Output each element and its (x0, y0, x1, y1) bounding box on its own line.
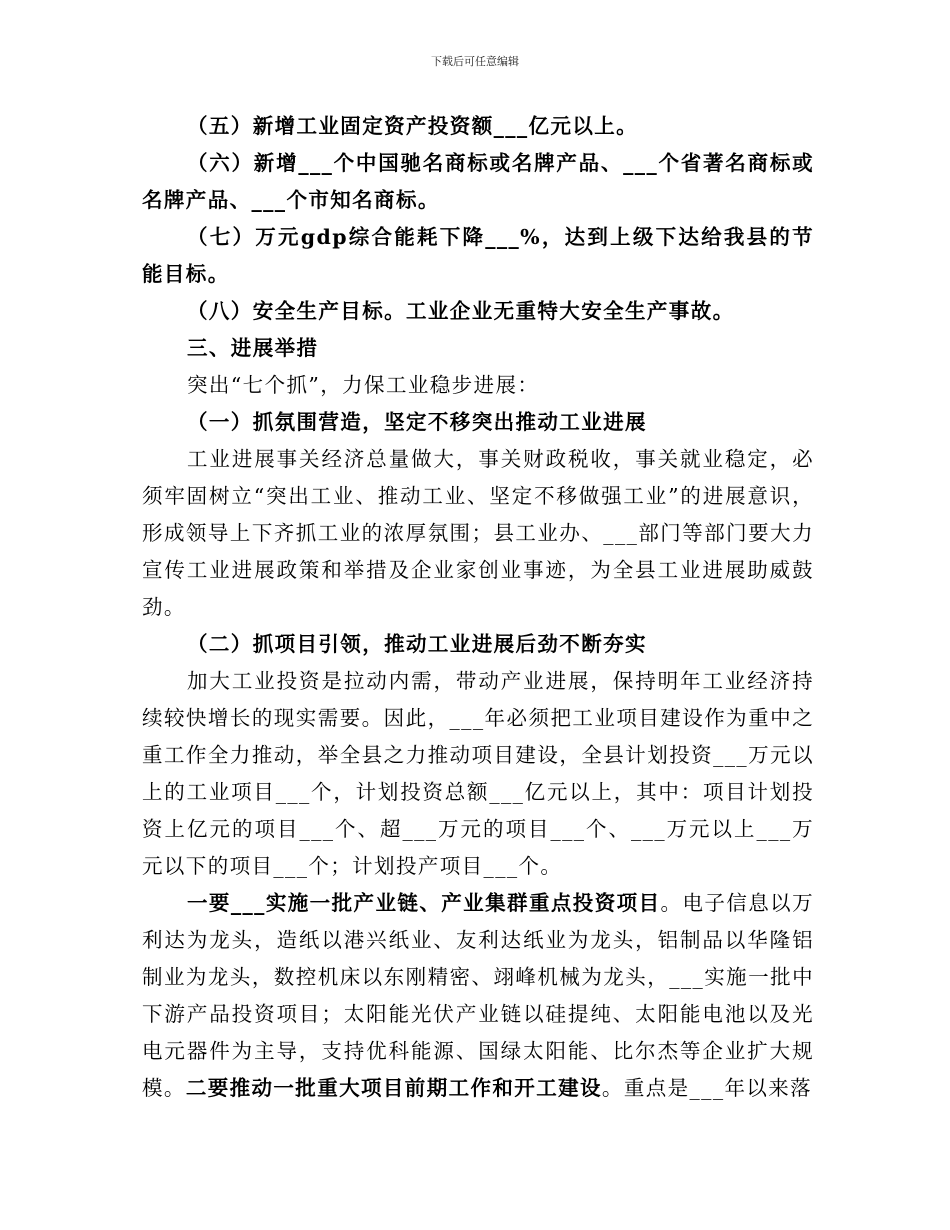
goal-paragraph: （八）安全生产目标。工业企业无重特大安全生产事故。 (187, 299, 735, 323)
goal-paragraph: （七）万元gdp综合能耗下降___%，达到上级下达给我县的节能目标。 (142, 225, 814, 286)
intro-paragraph: 突出“七个抓”，力保工业稳步进展： (187, 373, 540, 397)
body-paragraph: 工业进展事关经济总量做大，事关财政税收，事关就业稳定，必须牢固树立“突出工业、推动工业、坚定不移做强工业”的进展意识，形成领导上下齐抓工业的浓厚氛围；县工业办、___部门等部门要大力宣传工业进展政策和举措及企业家创业事迹，为全县工业进展助威鼓劲。 (142, 447, 814, 619)
goal-paragraph: （六）新增___个中国驰名商标或名牌产品、___个省著名商标或名牌产品、___个市知名商标。 (142, 151, 814, 212)
body-text: 。重点是___年以来落 (601, 1076, 813, 1100)
measure-heading: （一）抓氛围营造，坚定不移突出推动工业进展 (187, 410, 647, 434)
document-body (142, 108, 814, 1107)
section-heading: 三、进展举措 (187, 336, 319, 360)
detail-paragraph (142, 885, 814, 1107)
body-text: 。电子信息以万利达为龙头，造纸以港兴纸业、友利达纸业为龙头，铝制品以华隆铝制业为龙头，数控机床以东刚精密、翊峰机械为龙头，___实施一批中下游产品投资项目；太阳能光伏产业链以硅提纯、太阳能电池以及光电元器件为主导，支持优科能源、国绿太阳能、比尔杰等企业扩大规模。 (142, 891, 814, 1100)
goal-paragraph: （五）新增工业固定资产投资额___亿元以上。 (187, 114, 639, 138)
body-paragraph: 加大工业投资是拉动内需，带动产业进展，保持明年工业经济持续较快增长的现实需要。因此，___年必须把工业项目建设作为重中之重工作全力推动，举全县之力推动项目建设，全县计划投资___万元以上的工业项目___个，计划投资总额___亿元以上，其中：项目计划投资上亿元的项目___个、超___万元的项目___个、___万元以上___万元以下的项目___个；计划投产项目___个。 (142, 669, 814, 878)
page-header: 下载后可任意编辑 (431, 55, 519, 68)
bold-lead: 一要___实施一批产业链、产业集群重点投资项目 (187, 891, 661, 915)
bold-lead: 二要推动一批重大项目前期工作和开工建设 (185, 1076, 602, 1100)
measure-heading: （二）抓项目引领，推动工业进展后劲不断夯实 (187, 632, 647, 656)
